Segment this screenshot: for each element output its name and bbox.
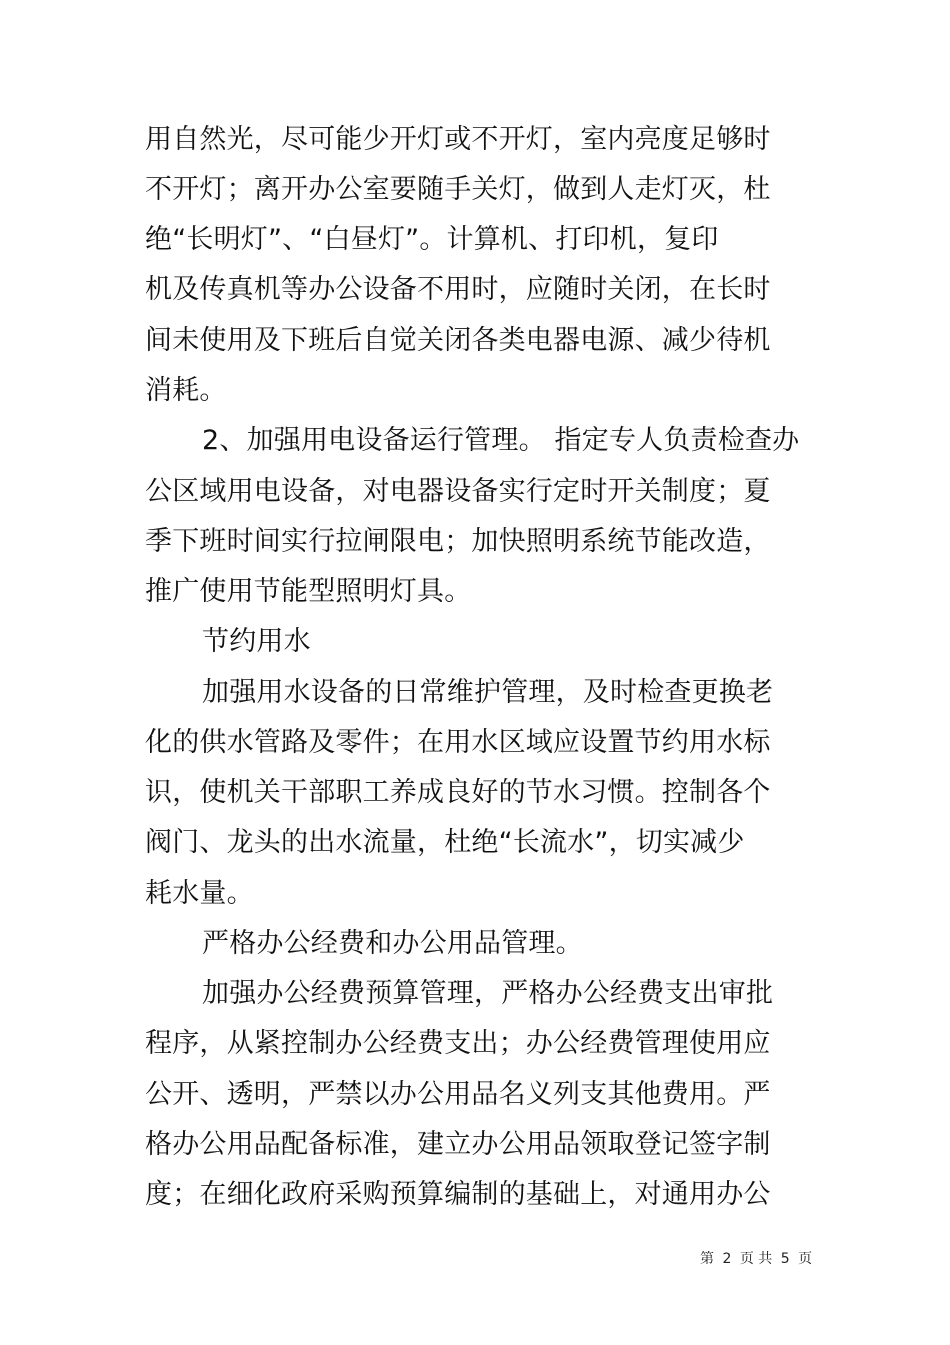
text-line: 阀门、龙头的出水流量，杜绝“长流水”，切实减少 xyxy=(145,827,745,858)
text-line: 机及传真机等办公设备不用时，应随时关闭，在长时 xyxy=(145,274,771,305)
text-line: 绝“长明灯”、“白昼灯”。计算机、打印机，复印 xyxy=(145,224,719,255)
text-line: 用自然光，尽可能少开灯或不开灯，室内亮度足够时 xyxy=(145,124,771,155)
text-line: 消耗。 xyxy=(145,375,227,406)
text-line: 不开灯；离开办公室要随手关灯，做到人走灯灭，杜 xyxy=(145,174,771,205)
text-line: 推广使用节能型照明灯具。 xyxy=(145,576,472,607)
text-line: 识，使机关干部职工养成良好的节水习惯。控制各个 xyxy=(145,777,771,808)
footer-suffix: 页 xyxy=(798,1251,813,1267)
page-footer xyxy=(700,1250,816,1268)
text-line: 加强用水设备的日常维护管理，及时检查更换老 xyxy=(202,677,774,708)
text-line: 程序，从紧控制办公经费支出；办公经费管理使用应 xyxy=(145,1028,771,1059)
footer-prefix: 第 xyxy=(700,1251,714,1267)
text-line: 耗水量。 xyxy=(145,878,254,909)
text-line: 度；在细化政府采购预算编制的基础上，对通用办公 xyxy=(145,1179,771,1210)
text-line: 化的供水管路及零件；在用水区域应设置节约用水标 xyxy=(145,727,771,758)
text-line: 公开、透明，严禁以办公用品名义列支其他费用。严 xyxy=(145,1079,771,1110)
text-line: 加强办公经费预算管理，严格办公经费支出审批 xyxy=(202,978,774,1009)
footer-mid: 页 共 xyxy=(739,1251,773,1267)
text-line: 季下班时间实行拉闸限电；加快照明系统节能改造， xyxy=(145,526,771,557)
text-line: 格办公用品配备标准，建立办公用品领取登记签字制 xyxy=(145,1129,771,1160)
section-heading: 节约用水 xyxy=(202,626,311,657)
text-line: 公区域用电设备，对电器设备实行定时开关制度；夏 xyxy=(145,476,771,507)
text-line: 间未使用及下班后自觉关闭各类电器电源、减少待机 xyxy=(145,325,771,356)
section-heading: 严格办公经费和办公用品管理。 xyxy=(202,928,583,959)
text-line: 2、加强用电设备运行管理。 指定专人负责检查办 xyxy=(202,425,800,456)
footer-total-pages: 5 xyxy=(780,1251,790,1267)
footer-page-number: 2 xyxy=(722,1251,732,1267)
